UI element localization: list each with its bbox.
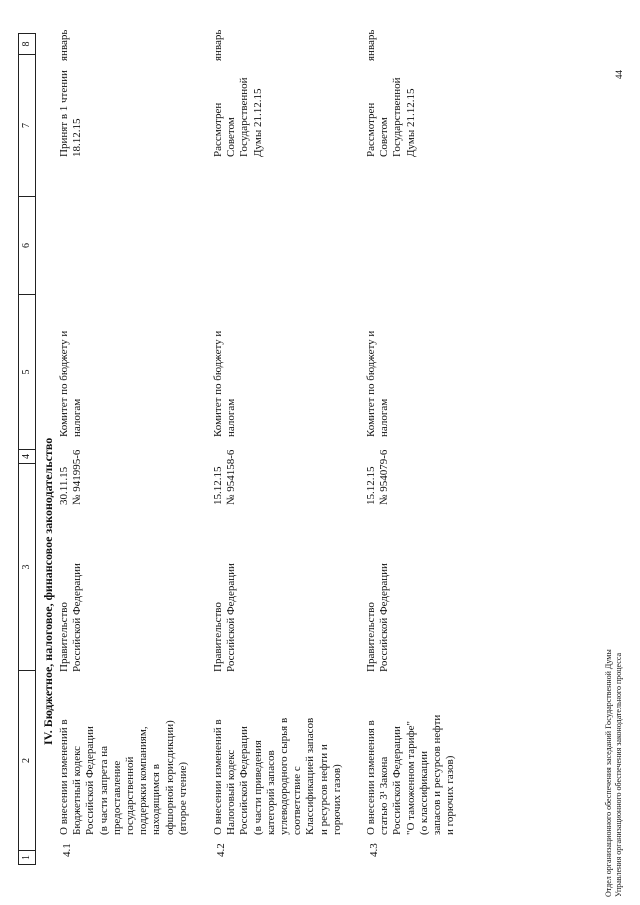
date-number: 30.11.15 № 941995-6 xyxy=(58,449,84,505)
committee: Комитет по бюджету и налогам xyxy=(365,330,391,437)
status: Рассмотрен Советом Государственной Думы 21.12.15 xyxy=(365,77,417,157)
column-header-5: 5 xyxy=(19,295,35,450)
column-header-1: 1 xyxy=(21,855,32,860)
initiator: Правительство Российской Федерации xyxy=(212,563,238,672)
planned-month: январь xyxy=(212,29,224,61)
row-number: 4.1 xyxy=(61,843,73,857)
committee: Комитет по бюджету и налогам xyxy=(212,330,238,437)
bill-name: О внесении изменений в Налоговый кодекс Российской Федерации (в части приведения категорий запасов углеводородного сырья в соответствие с Классификацией запасов и ресурсов нефти и горючих газов) xyxy=(212,717,343,835)
planned-month: январь xyxy=(58,29,70,61)
column-header-6: 6 xyxy=(19,197,35,295)
column-header-row xyxy=(18,33,36,865)
column-header-4: 4 xyxy=(19,450,35,464)
row-number: 4.2 xyxy=(215,843,227,857)
date-number: 15.12.15 № 954079-6 xyxy=(365,449,391,505)
date-number: 15.12.15 № 954158-6 xyxy=(212,449,238,505)
section-title: IV. Бюджетное, налоговое, финансовое законодательство xyxy=(41,437,55,745)
planned-month: январь xyxy=(365,29,377,61)
column-header-2: 2 xyxy=(19,671,35,851)
committee: Комитет по бюджету и налогам xyxy=(58,330,84,437)
initiator: Правительство Российской Федерации xyxy=(365,563,391,672)
footer-line-2: Управления организационного обеспечения законодательного процесса xyxy=(614,652,623,897)
column-header-3: 3 xyxy=(19,464,35,671)
footer-line-1: Отдел организационного обеспечения заседаний Государственной Думы xyxy=(604,649,613,897)
bill-name: О внесении изменений в Бюджетный кодекс Российской Федерации (в части запрета на предоставление государственной поддержки компаниям, находящимся в офшорной юрисдикции) (второе чтение) xyxy=(58,719,189,835)
column-header-7: 7 xyxy=(19,55,35,197)
bill-name: О внесении изменения в статью 3¹ Закона Российской Федерации "О таможенном тарифе" (о классификации запасов и ресурсов нефти и горючих газов) xyxy=(365,714,457,835)
column-header-8: 8 xyxy=(19,34,35,55)
initiator: Правительство Российской Федерации xyxy=(58,563,84,672)
row-number: 4.3 xyxy=(368,843,380,857)
page-number: 44 xyxy=(614,70,624,79)
status: Принят в 1 чтении 18.12.15 xyxy=(58,70,84,157)
status: Рассмотрен Советом Государственной Думы 21.12.15 xyxy=(212,77,264,157)
